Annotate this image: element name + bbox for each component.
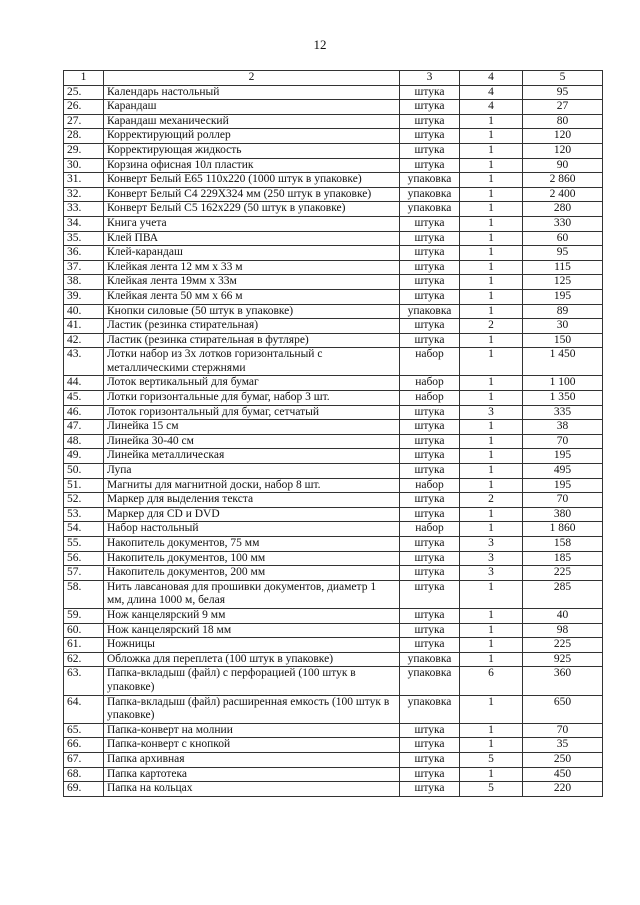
item-price: 335 (523, 405, 603, 420)
item-quantity: 3 (460, 551, 523, 566)
item-quantity: 3 (460, 537, 523, 552)
item-name: Корзина офисная 10л пластик (104, 158, 400, 173)
row-number: 65. (64, 723, 104, 738)
table-row (64, 376, 603, 391)
item-price: 2 400 (523, 187, 603, 202)
item-name: Маркер для CD и DVD (104, 507, 400, 522)
item-quantity: 1 (460, 202, 523, 217)
page-number: 12 (313, 37, 327, 52)
item-quantity: 1 (460, 114, 523, 129)
item-price: 90 (523, 158, 603, 173)
table-row (64, 580, 603, 608)
item-quantity: 5 (460, 752, 523, 767)
item-quantity: 1 (460, 158, 523, 173)
item-quantity: 1 (460, 216, 523, 231)
item-quantity: 1 (460, 522, 523, 537)
item-unit: упаковка (400, 304, 460, 319)
item-quantity: 1 (460, 275, 523, 290)
row-number: 64. (64, 695, 104, 723)
row-number: 31. (64, 173, 104, 188)
row-number: 25. (64, 85, 104, 100)
item-unit: штука (400, 158, 460, 173)
item-price: 27 (523, 100, 603, 115)
item-unit: штука (400, 767, 460, 782)
item-quantity: 3 (460, 566, 523, 581)
item-price: 195 (523, 289, 603, 304)
item-name: Конверт Белый С4 229Х324 мм (250 штук в упаковке) (104, 187, 400, 202)
item-quantity: 1 (460, 580, 523, 608)
table-row (64, 449, 603, 464)
table-row (64, 420, 603, 435)
item-unit: штука (400, 537, 460, 552)
table-row (64, 100, 603, 115)
item-unit: упаковка (400, 652, 460, 667)
item-name: Нить лавсановая для прошивки документов, диаметр 1 мм, длина 1000 м, белая (104, 580, 400, 608)
item-quantity: 1 (460, 434, 523, 449)
table-row (64, 391, 603, 406)
item-name: Лупа (104, 464, 400, 479)
row-number: 58. (64, 580, 104, 608)
table-row (64, 623, 603, 638)
item-quantity: 1 (460, 608, 523, 623)
row-number: 36. (64, 246, 104, 261)
row-number: 42. (64, 333, 104, 348)
column-number-5: 5 (523, 71, 603, 86)
item-unit: штука (400, 623, 460, 638)
item-price: 195 (523, 478, 603, 493)
item-unit: штука (400, 231, 460, 246)
item-price: 95 (523, 85, 603, 100)
item-name: Лоток горизонтальный для бумаг, сетчатый (104, 405, 400, 420)
item-quantity: 1 (460, 478, 523, 493)
row-number: 62. (64, 652, 104, 667)
table-row (64, 143, 603, 158)
item-unit: штука (400, 143, 460, 158)
row-number: 33. (64, 202, 104, 217)
item-price: 60 (523, 231, 603, 246)
item-unit: штука (400, 507, 460, 522)
item-price: 220 (523, 782, 603, 797)
table-row (64, 85, 603, 100)
item-quantity: 1 (460, 507, 523, 522)
item-quantity: 1 (460, 723, 523, 738)
item-price: 120 (523, 143, 603, 158)
item-unit: штука (400, 289, 460, 304)
table-row (64, 652, 603, 667)
item-price: 120 (523, 129, 603, 144)
item-unit: набор (400, 348, 460, 376)
table-row (64, 289, 603, 304)
item-unit: набор (400, 376, 460, 391)
item-name: Магниты для магнитной доски, набор 8 шт. (104, 478, 400, 493)
row-number: 44. (64, 376, 104, 391)
item-price: 360 (523, 667, 603, 695)
item-quantity: 1 (460, 376, 523, 391)
item-name: Клей-карандаш (104, 246, 400, 261)
column-number-row (64, 71, 603, 86)
item-price: 70 (523, 723, 603, 738)
item-price: 125 (523, 275, 603, 290)
item-quantity: 2 (460, 319, 523, 334)
item-name: Ластик (резинка стирательная в футляре) (104, 333, 400, 348)
item-price: 225 (523, 566, 603, 581)
item-name: Папка-конверт с кнопкой (104, 738, 400, 753)
item-quantity: 3 (460, 405, 523, 420)
item-unit: штука (400, 319, 460, 334)
item-unit: штука (400, 782, 460, 797)
items-table (63, 70, 603, 797)
item-unit: штука (400, 434, 460, 449)
item-unit: штука (400, 405, 460, 420)
item-unit: набор (400, 391, 460, 406)
item-price: 925 (523, 652, 603, 667)
item-quantity: 1 (460, 652, 523, 667)
item-price: 1 450 (523, 348, 603, 376)
item-name: Карандаш механический (104, 114, 400, 129)
item-name: Папка картотека (104, 767, 400, 782)
item-price: 380 (523, 507, 603, 522)
item-name: Карандаш (104, 100, 400, 115)
item-price: 450 (523, 767, 603, 782)
item-price: 98 (523, 623, 603, 638)
item-price: 280 (523, 202, 603, 217)
item-price: 38 (523, 420, 603, 435)
item-unit: штука (400, 129, 460, 144)
item-name: Календарь настольный (104, 85, 400, 100)
row-number: 59. (64, 608, 104, 623)
item-quantity: 4 (460, 100, 523, 115)
item-quantity: 2 (460, 493, 523, 508)
row-number: 69. (64, 782, 104, 797)
item-name: Папка на кольцах (104, 782, 400, 797)
item-price: 89 (523, 304, 603, 319)
item-unit: штука (400, 449, 460, 464)
row-number: 43. (64, 348, 104, 376)
item-price: 40 (523, 608, 603, 623)
item-quantity: 1 (460, 738, 523, 753)
item-name: Накопитель документов, 200 мм (104, 566, 400, 581)
row-number: 53. (64, 507, 104, 522)
item-name: Линейка металлическая (104, 449, 400, 464)
item-unit: штука (400, 738, 460, 753)
item-price: 330 (523, 216, 603, 231)
row-number: 30. (64, 158, 104, 173)
column-number-1: 1 (64, 71, 104, 86)
item-name: Ластик (резинка стирательная) (104, 319, 400, 334)
item-quantity: 1 (460, 304, 523, 319)
item-unit: штука (400, 551, 460, 566)
table-row (64, 767, 603, 782)
item-name: Папка-конверт на молнии (104, 723, 400, 738)
row-number: 35. (64, 231, 104, 246)
item-quantity: 1 (460, 420, 523, 435)
item-unit: штука (400, 114, 460, 129)
item-name: Лотки горизонтальные для бумаг, набор 3 шт. (104, 391, 400, 406)
table-row (64, 522, 603, 537)
table-row (64, 695, 603, 723)
table-row (64, 566, 603, 581)
row-number: 50. (64, 464, 104, 479)
table-row (64, 187, 603, 202)
row-number: 52. (64, 493, 104, 508)
row-number: 46. (64, 405, 104, 420)
row-number: 55. (64, 537, 104, 552)
item-quantity: 4 (460, 85, 523, 100)
item-name: Корректирующий роллер (104, 129, 400, 144)
item-unit: штука (400, 246, 460, 261)
row-number: 40. (64, 304, 104, 319)
table-row (64, 275, 603, 290)
item-name: Конверт Белый С5 162х229 (50 штук в упаковке) (104, 202, 400, 217)
item-price: 30 (523, 319, 603, 334)
item-name: Клейкая лента 12 мм х 33 м (104, 260, 400, 275)
item-quantity: 1 (460, 348, 523, 376)
row-number: 68. (64, 767, 104, 782)
item-name: Нож канцелярский 18 мм (104, 623, 400, 638)
item-quantity: 1 (460, 638, 523, 653)
table-row (64, 405, 603, 420)
item-price: 150 (523, 333, 603, 348)
table-row (64, 333, 603, 348)
item-quantity: 1 (460, 143, 523, 158)
item-price: 2 860 (523, 173, 603, 188)
table-row (64, 782, 603, 797)
item-unit: штука (400, 608, 460, 623)
item-name: Папка-вкладыш (файл) расширенная емкость (100 штук в упаковке) (104, 695, 400, 723)
row-number: 57. (64, 566, 104, 581)
item-unit: упаковка (400, 173, 460, 188)
item-unit: штука (400, 638, 460, 653)
item-unit: штука (400, 566, 460, 581)
item-name: Папка архивная (104, 752, 400, 767)
item-price: 158 (523, 537, 603, 552)
table-row (64, 478, 603, 493)
item-name: Накопитель документов, 100 мм (104, 551, 400, 566)
table-row (64, 231, 603, 246)
table-row (64, 260, 603, 275)
table-row (64, 304, 603, 319)
table-row (64, 464, 603, 479)
item-unit: штука (400, 333, 460, 348)
item-name: Ножницы (104, 638, 400, 653)
row-number: 60. (64, 623, 104, 638)
table-row (64, 537, 603, 552)
item-unit: штука (400, 100, 460, 115)
item-quantity: 1 (460, 231, 523, 246)
item-name: Папка-вкладыш (файл) с перфорацией (100 штук в упаковке) (104, 667, 400, 695)
item-name: Клейкая лента 50 мм х 66 м (104, 289, 400, 304)
table-row (64, 216, 603, 231)
item-name: Нож канцелярский 9 мм (104, 608, 400, 623)
table-row (64, 348, 603, 376)
item-name: Конверт Белый Е65 110х220 (1000 штук в упаковке) (104, 173, 400, 188)
row-number: 41. (64, 319, 104, 334)
row-number: 45. (64, 391, 104, 406)
row-number: 29. (64, 143, 104, 158)
row-number: 54. (64, 522, 104, 537)
item-price: 95 (523, 246, 603, 261)
item-unit: штука (400, 752, 460, 767)
item-price: 1 860 (523, 522, 603, 537)
item-name: Клей ПВА (104, 231, 400, 246)
row-number: 63. (64, 667, 104, 695)
item-unit: набор (400, 522, 460, 537)
item-name: Лотки набор из 3х лотков горизонтальный с металлическими стержнями (104, 348, 400, 376)
row-number: 49. (64, 449, 104, 464)
item-price: 495 (523, 464, 603, 479)
item-price: 35 (523, 738, 603, 753)
item-quantity: 1 (460, 767, 523, 782)
table-row (64, 551, 603, 566)
item-unit: упаковка (400, 187, 460, 202)
column-number-2: 2 (104, 71, 400, 86)
item-name: Лоток вертикальный для бумаг (104, 376, 400, 391)
item-unit: штука (400, 493, 460, 508)
items-table-body (64, 71, 603, 797)
item-name: Кнопки силовые (50 штук в упаковке) (104, 304, 400, 319)
row-number: 39. (64, 289, 104, 304)
item-quantity: 1 (460, 695, 523, 723)
item-quantity: 1 (460, 173, 523, 188)
item-price: 285 (523, 580, 603, 608)
table-row (64, 667, 603, 695)
row-number: 47. (64, 420, 104, 435)
item-unit: упаковка (400, 202, 460, 217)
item-price: 70 (523, 493, 603, 508)
row-number: 48. (64, 434, 104, 449)
item-unit: штука (400, 275, 460, 290)
item-quantity: 1 (460, 260, 523, 275)
row-number: 34. (64, 216, 104, 231)
row-number: 61. (64, 638, 104, 653)
table-row (64, 129, 603, 144)
table-row (64, 246, 603, 261)
item-name: Линейка 30-40 см (104, 434, 400, 449)
item-unit: штука (400, 85, 460, 100)
table-row (64, 114, 603, 129)
column-number-3: 3 (400, 71, 460, 86)
table-row (64, 638, 603, 653)
row-number: 28. (64, 129, 104, 144)
row-number: 26. (64, 100, 104, 115)
item-quantity: 1 (460, 449, 523, 464)
row-number: 32. (64, 187, 104, 202)
item-name: Корректирующая жидкость (104, 143, 400, 158)
row-number: 67. (64, 752, 104, 767)
item-quantity: 1 (460, 333, 523, 348)
item-unit: штука (400, 260, 460, 275)
item-price: 70 (523, 434, 603, 449)
item-price: 1 350 (523, 391, 603, 406)
item-price: 185 (523, 551, 603, 566)
item-quantity: 1 (460, 464, 523, 479)
row-number: 51. (64, 478, 104, 493)
row-number: 56. (64, 551, 104, 566)
item-unit: упаковка (400, 695, 460, 723)
item-unit: набор (400, 478, 460, 493)
table-row (64, 608, 603, 623)
item-quantity: 1 (460, 623, 523, 638)
table-row (64, 319, 603, 334)
item-price: 1 100 (523, 376, 603, 391)
item-unit: штука (400, 464, 460, 479)
row-number: 37. (64, 260, 104, 275)
item-name: Линейка 15 см (104, 420, 400, 435)
item-price: 225 (523, 638, 603, 653)
table-row (64, 434, 603, 449)
item-name: Обложка для переплета (100 штук в упаковке) (104, 652, 400, 667)
item-price: 250 (523, 752, 603, 767)
item-quantity: 1 (460, 129, 523, 144)
item-unit: штука (400, 216, 460, 231)
item-unit: упаковка (400, 667, 460, 695)
table-row (64, 158, 603, 173)
column-number-4: 4 (460, 71, 523, 86)
item-price: 650 (523, 695, 603, 723)
table-row (64, 202, 603, 217)
item-quantity: 1 (460, 187, 523, 202)
item-name: Клейкая лента 19мм х 33м (104, 275, 400, 290)
item-name: Книга учета (104, 216, 400, 231)
item-price: 115 (523, 260, 603, 275)
item-quantity: 1 (460, 246, 523, 261)
row-number: 27. (64, 114, 104, 129)
item-unit: штука (400, 580, 460, 608)
table-row (64, 173, 603, 188)
item-unit: штука (400, 723, 460, 738)
row-number: 66. (64, 738, 104, 753)
table-row (64, 723, 603, 738)
item-price: 80 (523, 114, 603, 129)
item-price: 195 (523, 449, 603, 464)
item-name: Накопитель документов, 75 мм (104, 537, 400, 552)
item-name: Набор настольный (104, 522, 400, 537)
item-quantity: 1 (460, 391, 523, 406)
table-row (64, 738, 603, 753)
item-unit: штука (400, 420, 460, 435)
table-row (64, 493, 603, 508)
item-quantity: 6 (460, 667, 523, 695)
row-number: 38. (64, 275, 104, 290)
item-name: Маркер для выделения текста (104, 493, 400, 508)
item-quantity: 5 (460, 782, 523, 797)
item-quantity: 1 (460, 289, 523, 304)
table-row (64, 507, 603, 522)
table-row (64, 752, 603, 767)
